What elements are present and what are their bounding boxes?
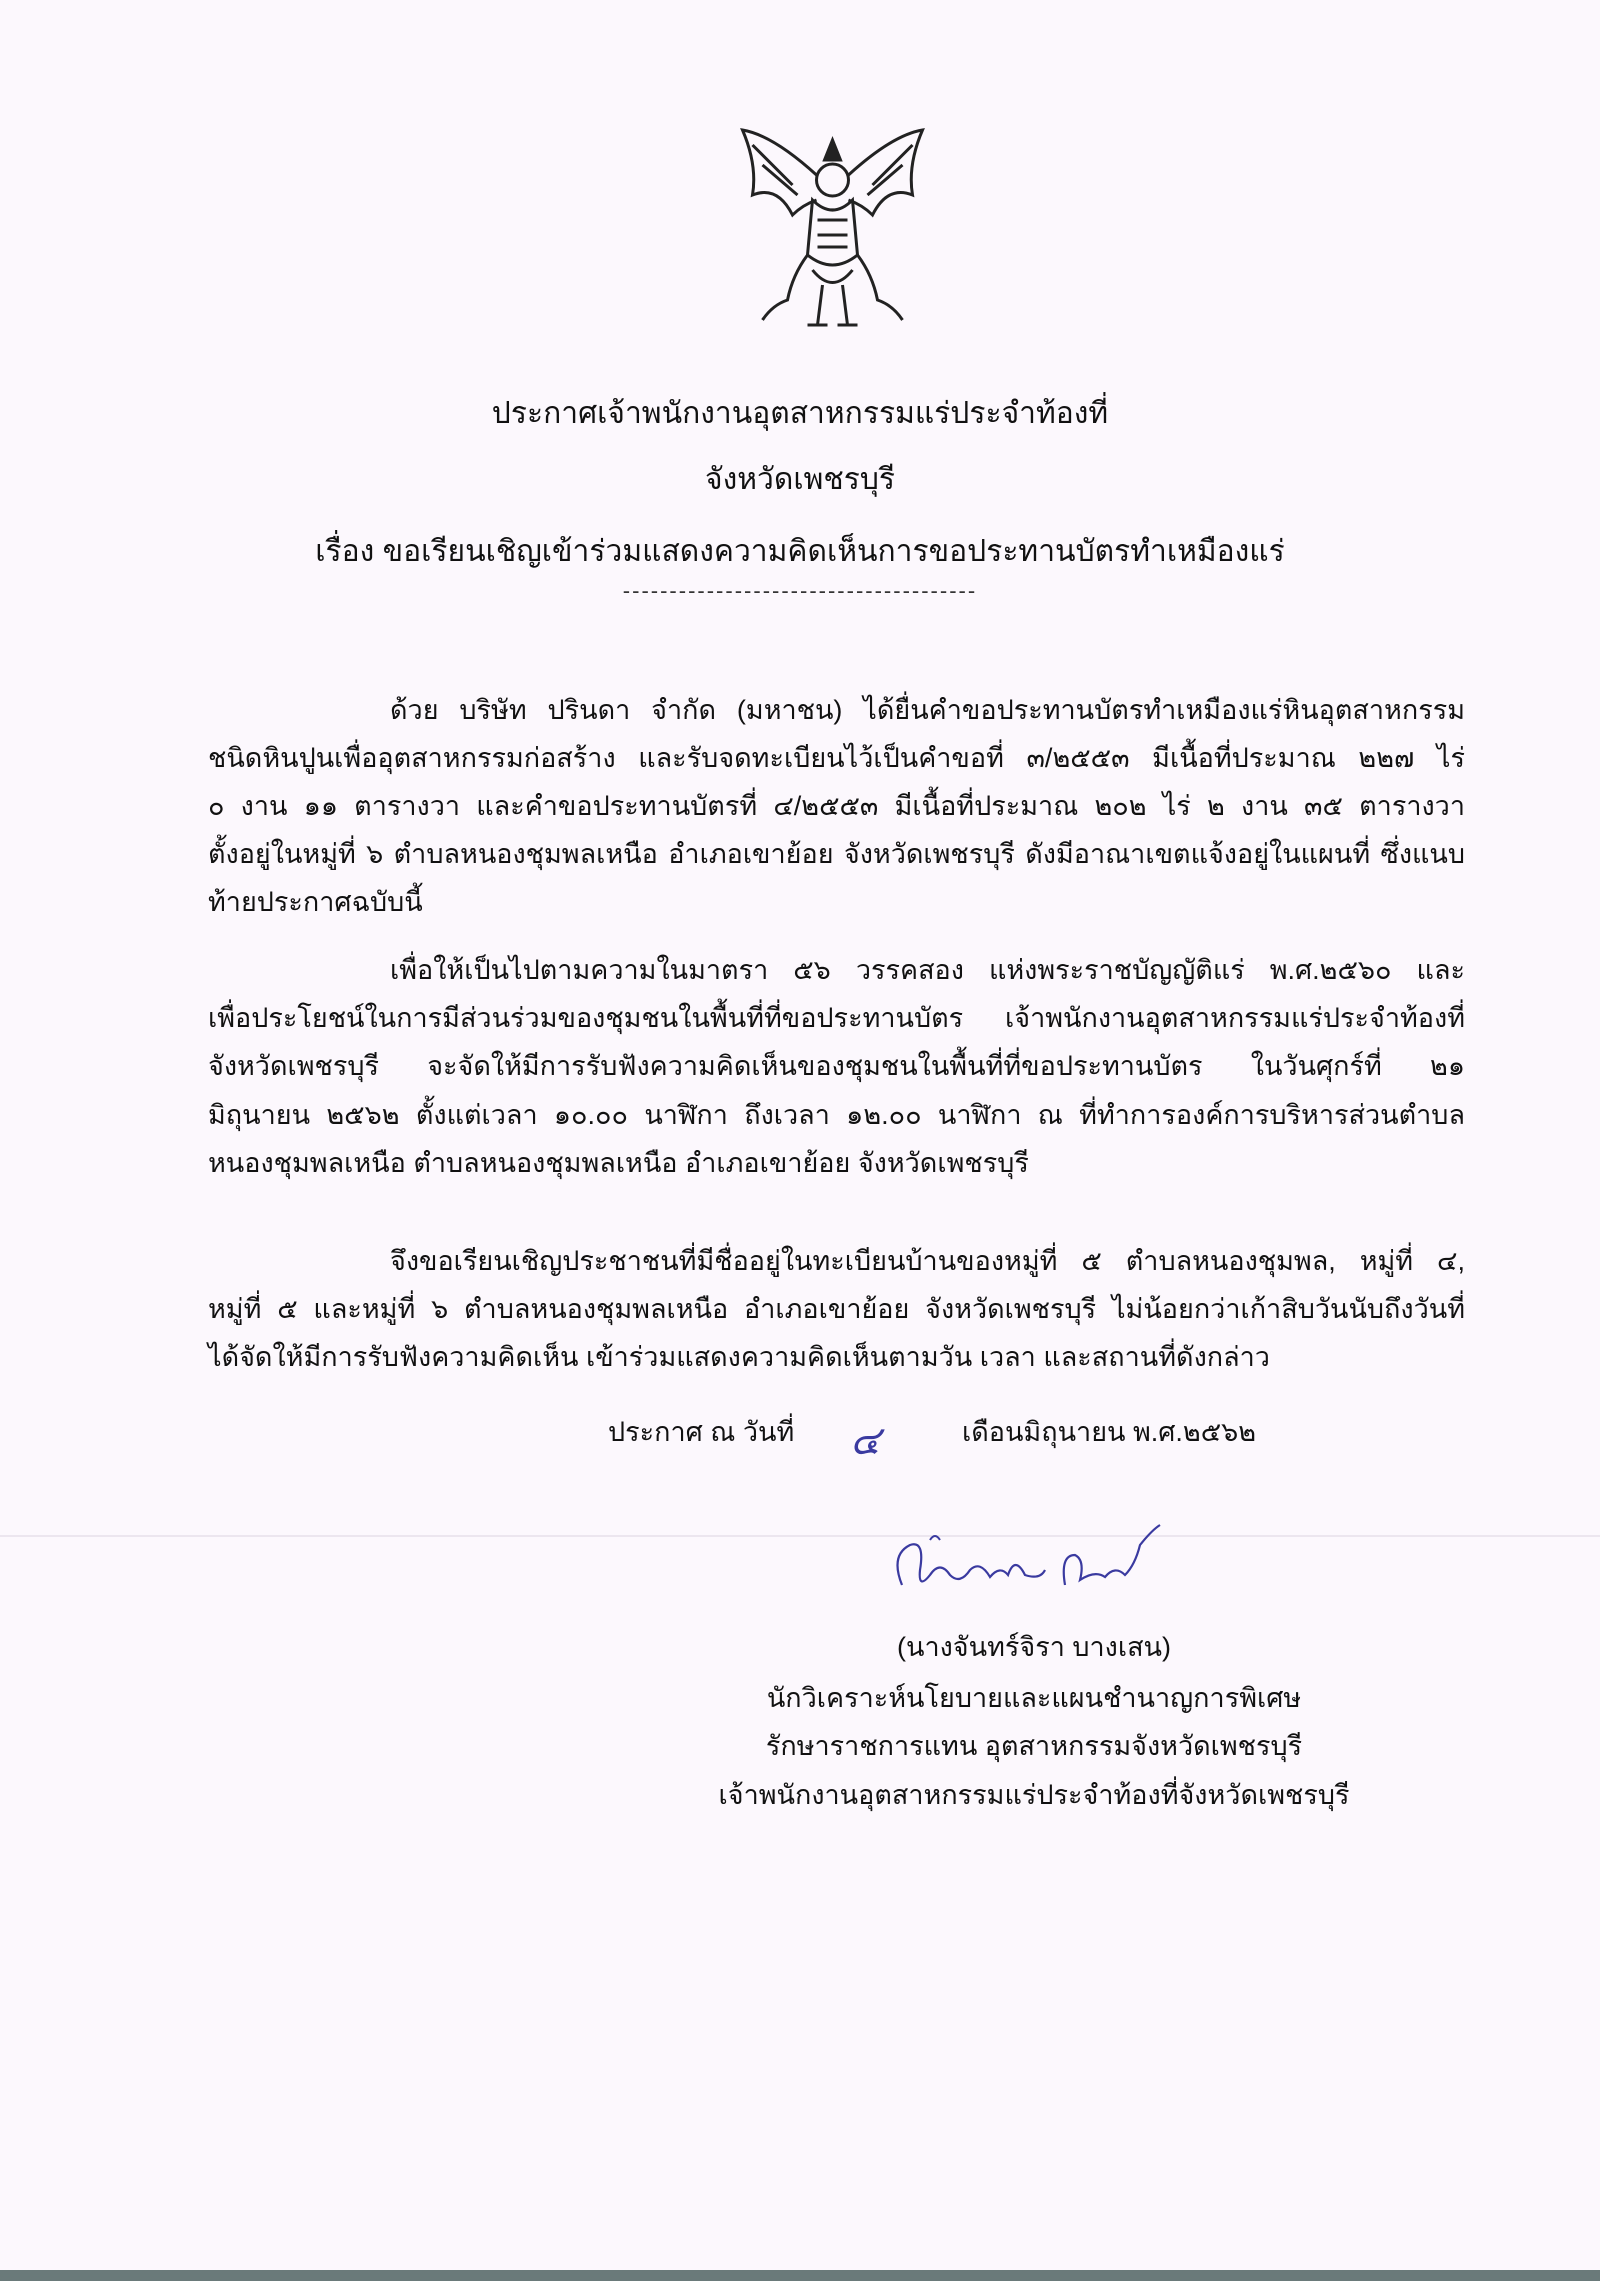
title-line-2: จังหวัดเพชรบุรี — [705, 463, 895, 496]
paragraph-3-line: หมู่ที่ ๕ และหมู่ที่ ๖ ตำบลหนองชุมพลเหนือ อำเภอเขาย้อย จังหวัดเพชรบุรี ไม่น้อยกว่าเก้าสิบวันนับถึงวันที่ — [208, 1294, 1465, 1324]
paragraph-2-line: เพื่อให้เป็นไปตามความในมาตรา ๕๖ วรรคสอง แห่งพระราชบัญญัติแร่ พ.ศ.๒๕๖๐ และ — [390, 955, 1465, 985]
paper-fold — [0, 1535, 1600, 1537]
signatory-position-2: รักษาราชการแทน อุตสาหกรรมจังหวัดเพชรบุรี — [765, 1731, 1303, 1761]
paragraph-3-line: ได้จัดให้มีการรับฟังความคิดเห็น เข้าร่วมแสดงความคิดเห็นตามวัน เวลา และสถานที่ดังกล่าว — [208, 1342, 1270, 1372]
paragraph-3-line: จึงขอเรียนเชิญประชาชนที่มีชื่ออยู่ในทะเบียนบ้านของหมู่ที่ ๕ ตำบลหนองชุมพล, หมู่ที่ ๔, — [390, 1246, 1465, 1276]
paragraph-2-line: หนองชุมพลเหนือ ตำบลหนองชุมพลเหนือ อำเภอเขาย้อย จังหวัดเพชรบุรี — [208, 1148, 1029, 1178]
paragraph-1-line: ๐ งาน ๑๑ ตารางวา และคำขอประทานบัตรที่ ๔/๒๕๕๓ มีเนื้อที่ประมาณ ๒๐๒ ไร่ ๒ งาน ๓๕ ตารางวา — [208, 791, 1465, 821]
paragraph-1-line: ตั้งอยู่ในหมู่ที่ ๖ ตำบลหนองชุมพลเหนือ อำเภอเขาย้อย จังหวัดเพชรบุรี ดังมีอาณาเขตแจ้งอยู่ในแผนที่ ซึ่งแนบ — [208, 839, 1465, 869]
date-prefix: ประกาศ ณ วันที่ — [608, 1417, 795, 1447]
handwritten-day: ๔ — [850, 1418, 881, 1464]
paragraph-1-line: ชนิดหินปูนเพื่ออุตสาหกรรมก่อสร้าง และรับจดทะเบียนไว้เป็นคำขอที่ ๓/๒๕๕๓ มีเนื้อที่ประมาณ ๒๒๗ ไร่ — [208, 743, 1465, 773]
handwritten-signature — [890, 1515, 1170, 1605]
paragraph-1-line: ด้วย บริษัท ปรินดา จำกัด (มหาชน) ได้ยื่นคำขอประทานบัตรทำเหมืองแร่หินอุตสาหกรรม — [390, 695, 1465, 725]
date-month-year: เดือนมิถุนายน พ.ศ.๒๕๖๒ — [962, 1417, 1257, 1447]
paragraph-2-line: มิถุนายน ๒๕๖๒ ตั้งแต่เวลา ๑๐.๐๐ นาฬิกา ถึงเวลา ๑๒.๐๐ นาฬิกา ณ ที่ทำการองค์การบริหารส่วนตำบล — [208, 1100, 1465, 1130]
signatory-name: (นางจันทร์จิรา บางเสน) — [897, 1632, 1171, 1662]
title-line-1: ประกาศเจ้าพนักงานอุตสาหกรรมแร่ประจำท้องที่ — [491, 397, 1109, 430]
signatory-position-1: นักวิเคราะห์นโยบายและแผนชำนาญการพิเศษ — [766, 1683, 1302, 1713]
subject-line: เรื่อง ขอเรียนเชิญเข้าร่วมแสดงความคิดเห็นการขอประทานบัตรทำเหมืองแร่ — [315, 535, 1285, 568]
garuda-emblem — [730, 125, 935, 345]
scan-edge — [0, 2270, 1600, 2281]
title-separator: -------------------------------------- — [622, 578, 978, 603]
signatory-position-3: เจ้าพนักงานอุตสาหกรรมแร่ประจำท้องที่จังหวัดเพชรบุรี — [718, 1780, 1350, 1810]
paragraph-2-line: จังหวัดเพชรบุรี จะจัดให้มีการรับฟังความคิดเห็นของชุมชนในพื้นที่ที่ขอประทานบัตร ในวันศุกร์ที่ ๒๑ — [208, 1051, 1465, 1081]
paragraph-2-line: เพื่อประโยชน์ในการมีส่วนร่วมของชุมชนในพื้นที่ที่ขอประทานบัตร เจ้าพนักงานอุตสาหกรรมแร่ประจำท้องที่ — [208, 1003, 1465, 1033]
paragraph-1-line: ท้ายประกาศฉบับนี้ — [208, 887, 423, 917]
